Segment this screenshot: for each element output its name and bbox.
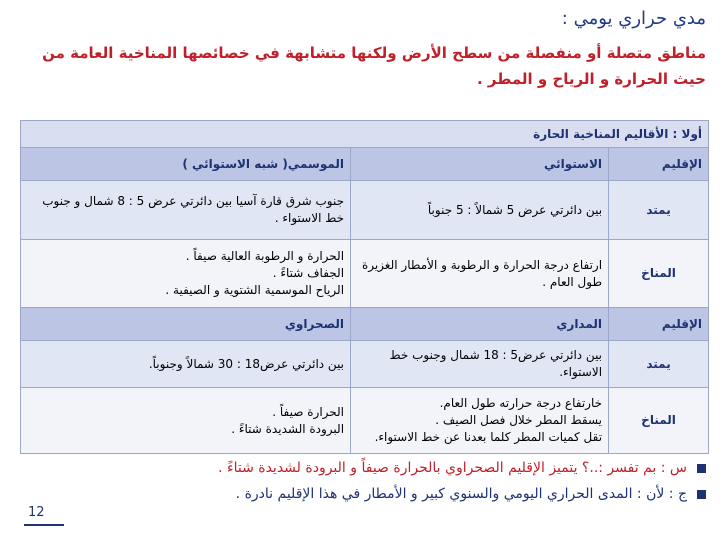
extent-label-1: يمتد — [609, 181, 709, 240]
header-region-2: الإقليم — [609, 308, 709, 341]
extent-label-2: يمتد — [609, 341, 709, 388]
climate-row-2 — [21, 388, 709, 454]
tropical-climate-line: خارتفاع درجة حرارته طول العام. — [439, 396, 603, 410]
climate-regions-table — [20, 120, 709, 454]
question-text: س : بم تفسر :..؟ يتميز الإقليم الصحراوي بالحرارة صيفاً و البرودة لشديدة شتاءً . — [218, 460, 687, 476]
desert-extent: بين دائرتي عرض18 : 30 شمالاً وجنوباً. — [21, 341, 351, 388]
climate-label-2: المناخ — [609, 388, 709, 454]
header-desert: الصحراوي — [21, 308, 351, 341]
monsoon-extent: جنوب شرق قارة آسيا بين دائرتي عرض 5 : 8 شمال و جنوب خط الاستواء . — [21, 181, 351, 240]
answer-text: ج : لأن : المدى الحراري اليومي والسنوي كبير و الأمطار في هذا الإقليم نادرة . — [235, 486, 687, 502]
header-region-1: الإقليم — [609, 148, 709, 181]
slide-title: مدي حراري يومي : — [561, 8, 706, 29]
section-banner-row — [21, 121, 709, 148]
header-monsoon: الموسمي( شبه الاستوائي ) — [21, 148, 351, 181]
page-number-underline — [24, 524, 64, 526]
desert-climate-line: البرودة الشديدة شتاءً . — [231, 421, 345, 436]
extent-row-2 — [21, 341, 709, 388]
page-number: 12 — [28, 505, 45, 520]
question-line — [16, 456, 706, 480]
tropical-climate-line: تقل كميات المطر كلما بعدنا عن خط الاستواء. — [374, 430, 603, 444]
section-title-cell: أولا : الأقاليم المناخية الحارة — [21, 121, 709, 148]
square-bullet-icon — [697, 464, 706, 473]
header-equatorial: الاستوائي — [351, 148, 609, 181]
extent-row-1 — [21, 181, 709, 240]
monsoon-climate-line: الرياح الموسمية الشتوية و الصيفية . — [165, 283, 345, 297]
climate-row-1 — [21, 240, 709, 308]
equatorial-extent: بين دائرتي عرض 5 شمالاً : 5 جنوباً — [351, 181, 609, 240]
tropical-climate-line: يسقط المطر خلال فصل الصيف . — [435, 413, 603, 427]
monsoon-climate — [21, 240, 351, 308]
header-row-2 — [21, 308, 709, 341]
equatorial-climate: ارتفاع درجة الحرارة و الرطوبة و الأمطار الغزيرة طول العام . — [351, 240, 609, 308]
desert-climate — [21, 388, 351, 454]
answer-line — [16, 482, 706, 506]
desert-climate-line: الحرارة صيفاً . — [272, 404, 345, 419]
monsoon-climate-line: الحرارة و الرطوبة العالية صيفاً . — [185, 249, 345, 263]
climate-label-1: المناخ — [609, 240, 709, 308]
square-bullet-icon — [697, 490, 706, 499]
intro-text: مناطق متصلة أو منفصلة من سطح الأرض ولكنها متشابهة في خصائصها المناخية العامة من حيث الحرارة و الرياح و المطر . — [42, 44, 706, 88]
header-tropical: المداري — [351, 308, 609, 341]
header-row-1 — [21, 148, 709, 181]
tropical-climate — [351, 388, 609, 454]
tropical-extent: بين دائرتي عرض5 : 18 شمال وجنوب خط الاستواء. — [351, 341, 609, 388]
monsoon-climate-line: الجفاف شتاءً . — [272, 266, 345, 280]
